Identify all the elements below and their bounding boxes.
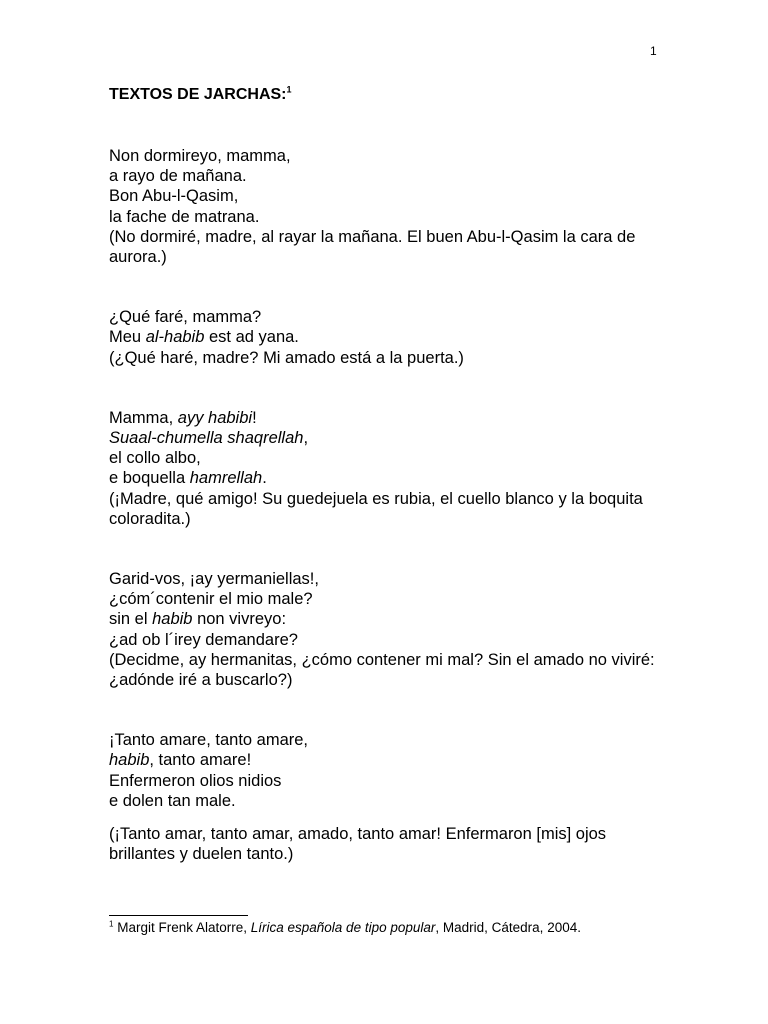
verse-line: [109, 630, 669, 650]
verse-text: non vivreyo:: [192, 610, 287, 629]
verse-text: ,: [303, 429, 309, 448]
verse-italic-term: hamrellah: [189, 469, 263, 488]
verse-text: la fache de matrana.: [109, 207, 260, 226]
verse-line: [109, 327, 669, 347]
footnote-separator: [109, 915, 248, 916]
verse-italic-term: Suaal-chumella shaqrellah: [109, 429, 304, 448]
verse-line: [109, 207, 669, 227]
footnote-publication: , Madrid, Cátedra, 2004.: [435, 920, 581, 935]
verse-line: [109, 750, 669, 770]
verse-text: Non dormireyo, mamma,: [109, 147, 291, 165]
verse-text: e boquella: [109, 469, 190, 488]
verse-line: [109, 609, 669, 629]
jarcha-stanza: [109, 569, 669, 690]
jarchas-body: [109, 146, 669, 864]
stanza-gap: [109, 690, 669, 730]
verse-line: [109, 468, 669, 488]
jarcha-stanza: [109, 146, 669, 267]
title-text: TEXTOS DE JARCHAS:: [109, 86, 287, 103]
stanza-gap: [109, 368, 669, 408]
verse-line: [109, 428, 669, 448]
verse-text: ¿Qué faré, mamma?: [109, 308, 262, 327]
title-footnote-marker: 1: [286, 84, 292, 95]
verse-line: [109, 166, 669, 186]
verse-text: Enfermeron olios nidios: [109, 771, 282, 790]
jarcha-stanza: [109, 307, 669, 368]
verse-italic-term: al-habib: [145, 328, 205, 347]
verse-text: ¿ad ob l´irey demandare?: [109, 630, 298, 649]
verse-line: [109, 569, 669, 589]
verse-text: !: [252, 408, 257, 427]
verse-text: est ad yana.: [204, 328, 299, 347]
jarcha-stanza: [109, 408, 669, 529]
translation-gap: [109, 811, 669, 824]
verse-line: [109, 186, 669, 206]
verse-text: Mamma,: [109, 408, 178, 427]
footnote-marker: 1: [109, 919, 114, 929]
footnote-book-title: Lírica española de tipo popular: [250, 920, 436, 935]
stanza-gap: [109, 529, 669, 569]
document-title: [109, 86, 292, 104]
verse-text: a rayo de mañana.: [109, 167, 247, 186]
verse-italic-term: habib: [152, 610, 193, 629]
verse-text: ¿cóm´contenir el mio male?: [109, 590, 313, 609]
spanish-translation: (¡Tanto amar, tanto amar, amado, tanto amar! Enfermaron [mis] ojos brillantes y duelen tanto.): [109, 825, 607, 864]
verse-text: , tanto amare!: [149, 751, 252, 770]
verse-text: el collo albo,: [109, 449, 201, 468]
spanish-translation: (¿Qué haré, madre? Mi amado está a la puerta.): [109, 348, 464, 367]
footnote: [109, 920, 581, 935]
stanza-gap: [109, 267, 669, 307]
verse-text: e dolen tan male.: [109, 791, 236, 810]
verse-line: [109, 448, 669, 468]
verse-line: [109, 771, 669, 791]
verse-text: ¡Tanto amare, tanto amare,: [109, 731, 309, 750]
verse-italic-term: habib: [109, 751, 150, 770]
verse-line: [109, 307, 669, 327]
verse-line: [109, 791, 669, 811]
verse-line: [109, 730, 669, 750]
verse-line: [109, 589, 669, 609]
verse-text: .: [262, 469, 267, 488]
verse-italic-term: ayy habibi: [177, 408, 253, 427]
verse-text: sin el: [109, 610, 153, 629]
spanish-translation: (Decidme, ay hermanitas, ¿cómo contener mi mal? Sin el amado no viviré: ¿adónde iré a buscarlo?): [109, 650, 655, 690]
spanish-translation: (No dormiré, madre, al rayar la mañana. El buen Abu-l-Qasim la cara de aurora.): [109, 227, 636, 267]
verse-line: [109, 408, 669, 428]
jarcha-stanza: [109, 730, 669, 864]
page-number: 1: [650, 44, 657, 58]
spanish-translation: (¡Madre, qué amigo! Su guedejuela es rubia, el cuello blanco y la boquita coloradita.): [109, 489, 643, 528]
footnote-author: Margit Frenk Alatorre,: [113, 920, 251, 935]
verse-text: Meu: [109, 328, 146, 347]
verse-text: Bon Abu-l-Qasim,: [109, 187, 239, 206]
verse-text: Garid-vos, ¡ay yermaniellas!,: [109, 570, 319, 589]
verse-line: [109, 146, 669, 166]
